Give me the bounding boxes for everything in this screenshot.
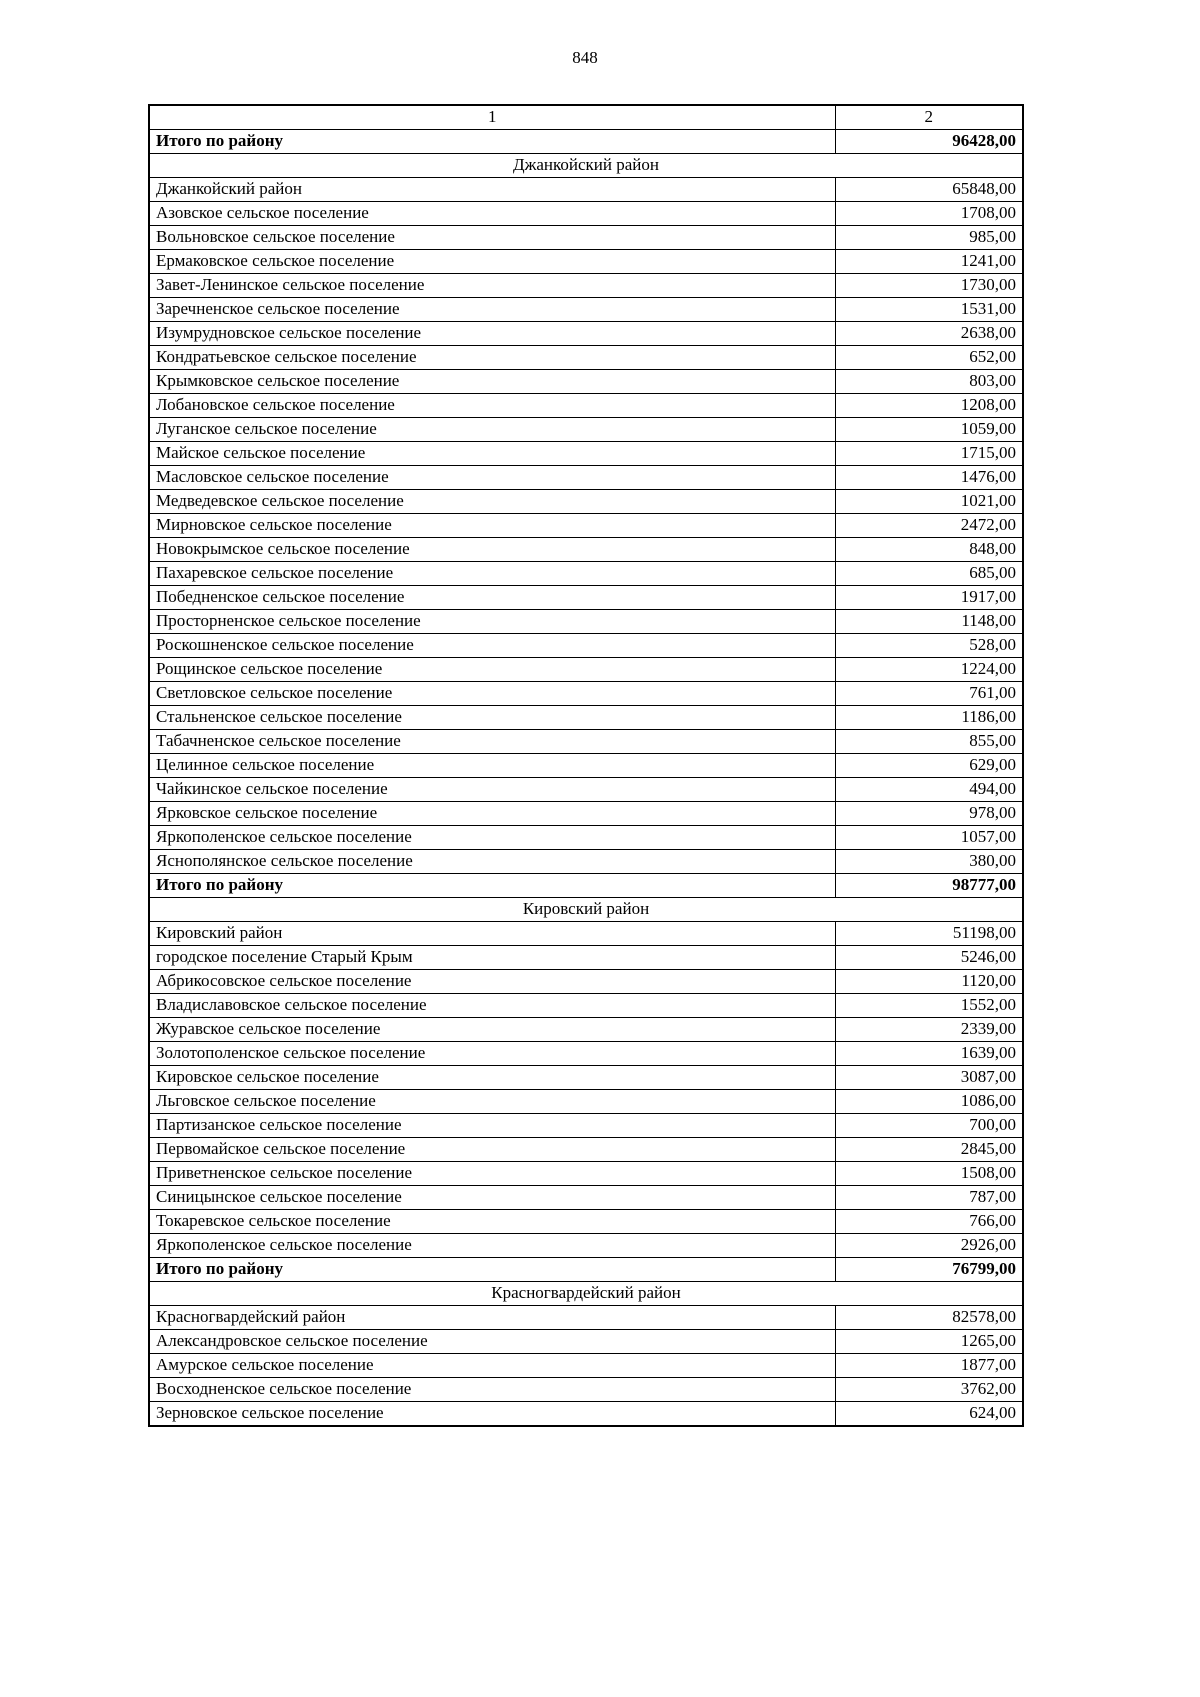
table-row [149,370,1023,394]
section-header-cell: Джанкойский район [149,154,1023,178]
table-row [149,1066,1023,1090]
row-label-cell: Приветненское сельское поселение [149,1162,835,1186]
row-value-cell: 1021,00 [835,490,1023,514]
row-value-cell: 98777,00 [835,874,1023,898]
table-row [149,1090,1023,1114]
table-row [149,1114,1023,1138]
row-label-cell: Светловское сельское поселение [149,682,835,706]
row-value-cell: 624,00 [835,1402,1023,1427]
row-label-cell: Крымковское сельское поселение [149,370,835,394]
row-value-cell: 96428,00 [835,130,1023,154]
row-label-cell: Целинное сельское поселение [149,754,835,778]
row-value-cell: 1086,00 [835,1090,1023,1114]
table-row [149,490,1023,514]
table-row [149,754,1023,778]
section-header-cell: Красногвардейский район [149,1282,1023,1306]
row-label-cell: Джанкойский район [149,178,835,202]
row-label-cell: Золотополенское сельское поселение [149,1042,835,1066]
row-value-cell: 494,00 [835,778,1023,802]
table-row [149,1306,1023,1330]
table-row [149,394,1023,418]
row-value-cell: 1508,00 [835,1162,1023,1186]
row-label-cell: Майское сельское поселение [149,442,835,466]
row-label-cell: Кондратьевское сельское поселение [149,346,835,370]
row-label-cell: Новокрымское сельское поселение [149,538,835,562]
row-label-cell: Стальненское сельское поселение [149,706,835,730]
row-label-cell: Абрикосовское сельское поселение [149,970,835,994]
row-value-cell: 65848,00 [835,178,1023,202]
row-label-cell: Вольновское сельское поселение [149,226,835,250]
row-value-cell: 700,00 [835,1114,1023,1138]
row-label-cell: Журавское сельское поселение [149,1018,835,1042]
row-label-cell: Александровское сельское поселение [149,1330,835,1354]
table-row [149,274,1023,298]
row-label-cell: Зерновское сельское поселение [149,1402,835,1427]
table-row [149,922,1023,946]
table-row [149,346,1023,370]
row-label-cell: Итого по району [149,1258,835,1282]
row-label-cell: Владиславовское сельское поселение [149,994,835,1018]
row-label-cell: Яркополенское сельское поселение [149,1234,835,1258]
table-row [149,1354,1023,1378]
row-value-cell: 1148,00 [835,610,1023,634]
row-value-cell: 5246,00 [835,946,1023,970]
row-value-cell: 1224,00 [835,658,1023,682]
row-value-cell: 855,00 [835,730,1023,754]
table-row [149,706,1023,730]
row-label-cell: Пахаревское сельское поселение [149,562,835,586]
table-row [149,874,1023,898]
row-value-cell: 1241,00 [835,250,1023,274]
table-row [149,1282,1023,1306]
row-label-cell: Ярковское сельское поселение [149,802,835,826]
row-value-cell: 528,00 [835,634,1023,658]
row-value-cell: 766,00 [835,1210,1023,1234]
table-row [149,1330,1023,1354]
row-label-cell: Мирновское сельское поселение [149,514,835,538]
row-label-cell: Азовское сельское поселение [149,202,835,226]
row-label-cell: Первомайское сельское поселение [149,1138,835,1162]
table-row [149,1402,1023,1427]
row-value-cell: 2845,00 [835,1138,1023,1162]
table-row [149,538,1023,562]
column-header-row [149,105,1023,130]
row-label-cell: Луганское сельское поселение [149,418,835,442]
settlements-table [148,104,1024,1427]
row-value-cell: 3087,00 [835,1066,1023,1090]
row-value-cell: 3762,00 [835,1378,1023,1402]
table-row [149,1018,1023,1042]
row-label-cell: Чайкинское сельское поселение [149,778,835,802]
row-label-cell: Завет-Ленинское сельское поселение [149,274,835,298]
row-value-cell: 1476,00 [835,466,1023,490]
column-header-2: 2 [835,105,1023,130]
row-value-cell: 652,00 [835,346,1023,370]
row-value-cell: 1186,00 [835,706,1023,730]
row-value-cell: 1917,00 [835,586,1023,610]
table-row [149,130,1023,154]
table-row [149,562,1023,586]
row-value-cell: 1208,00 [835,394,1023,418]
row-value-cell: 1531,00 [835,298,1023,322]
row-label-cell: Токаревское сельское поселение [149,1210,835,1234]
row-value-cell: 1057,00 [835,826,1023,850]
row-value-cell: 82578,00 [835,1306,1023,1330]
row-label-cell: Кировский район [149,922,835,946]
row-label-cell: Партизанское сельское поселение [149,1114,835,1138]
row-label-cell: Роскошненское сельское поселение [149,634,835,658]
row-label-cell: Табачненское сельское поселение [149,730,835,754]
row-value-cell: 685,00 [835,562,1023,586]
table-row [149,514,1023,538]
row-value-cell: 1639,00 [835,1042,1023,1066]
row-label-cell: Масловское сельское поселение [149,466,835,490]
row-label-cell: Яснополянское сельское поселение [149,850,835,874]
table-row [149,850,1023,874]
table-row [149,634,1023,658]
table-row [149,1042,1023,1066]
table-row [149,466,1023,490]
table-row [149,178,1023,202]
table-row [149,946,1023,970]
row-label-cell: городское поселение Старый Крым [149,946,835,970]
row-label-cell: Победненское сельское поселение [149,586,835,610]
row-label-cell: Амурское сельское поселение [149,1354,835,1378]
table-row [149,898,1023,922]
row-value-cell: 2472,00 [835,514,1023,538]
row-value-cell: 2638,00 [835,322,1023,346]
row-label-cell: Итого по району [149,874,835,898]
row-value-cell: 1715,00 [835,442,1023,466]
row-label-cell: Итого по району [149,130,835,154]
table-row [149,682,1023,706]
table-row [149,1234,1023,1258]
table-row [149,1258,1023,1282]
table-row [149,1138,1023,1162]
table-row [149,1162,1023,1186]
table-row [149,586,1023,610]
table-row [149,778,1023,802]
section-header-cell: Кировский район [149,898,1023,922]
table-body [149,130,1023,1427]
page-number: 848 [572,48,598,67]
row-value-cell: 629,00 [835,754,1023,778]
row-value-cell: 985,00 [835,226,1023,250]
table-row [149,730,1023,754]
row-label-cell: Ермаковское сельское поселение [149,250,835,274]
row-label-cell: Льговское сельское поселение [149,1090,835,1114]
row-value-cell: 1552,00 [835,994,1023,1018]
row-value-cell: 848,00 [835,538,1023,562]
row-value-cell: 380,00 [835,850,1023,874]
table-row [149,418,1023,442]
row-value-cell: 761,00 [835,682,1023,706]
table-row [149,826,1023,850]
row-label-cell: Медведевское сельское поселение [149,490,835,514]
row-value-cell: 1120,00 [835,970,1023,994]
table-row [149,994,1023,1018]
table-row [149,1378,1023,1402]
row-value-cell: 803,00 [835,370,1023,394]
table-row [149,610,1023,634]
row-value-cell: 76799,00 [835,1258,1023,1282]
column-header-1: 1 [149,105,835,130]
row-value-cell: 1059,00 [835,418,1023,442]
row-value-cell: 1730,00 [835,274,1023,298]
row-value-cell: 1877,00 [835,1354,1023,1378]
table-row [149,442,1023,466]
table-row [149,1210,1023,1234]
table-row [149,298,1023,322]
row-value-cell: 1708,00 [835,202,1023,226]
table-row [149,802,1023,826]
row-label-cell: Лобановское сельское поселение [149,394,835,418]
row-label-cell: Синицынское сельское поселение [149,1186,835,1210]
row-label-cell: Заречненское сельское поселение [149,298,835,322]
table-row [149,226,1023,250]
row-label-cell: Рощинское сельское поселение [149,658,835,682]
row-label-cell: Яркополенское сельское поселение [149,826,835,850]
row-label-cell: Изумрудновское сельское поселение [149,322,835,346]
table-row [149,658,1023,682]
table-row [149,970,1023,994]
row-value-cell: 51198,00 [835,922,1023,946]
row-label-cell: Просторненское сельское поселение [149,610,835,634]
row-value-cell: 1265,00 [835,1330,1023,1354]
table-row [149,154,1023,178]
table-row [149,1186,1023,1210]
row-label-cell: Кировское сельское поселение [149,1066,835,1090]
row-label-cell: Красногвардейский район [149,1306,835,1330]
row-value-cell: 978,00 [835,802,1023,826]
row-label-cell: Восходненское сельское поселение [149,1378,835,1402]
table-row [149,250,1023,274]
row-value-cell: 2926,00 [835,1234,1023,1258]
table-row [149,202,1023,226]
table-row [149,322,1023,346]
row-value-cell: 2339,00 [835,1018,1023,1042]
row-value-cell: 787,00 [835,1186,1023,1210]
